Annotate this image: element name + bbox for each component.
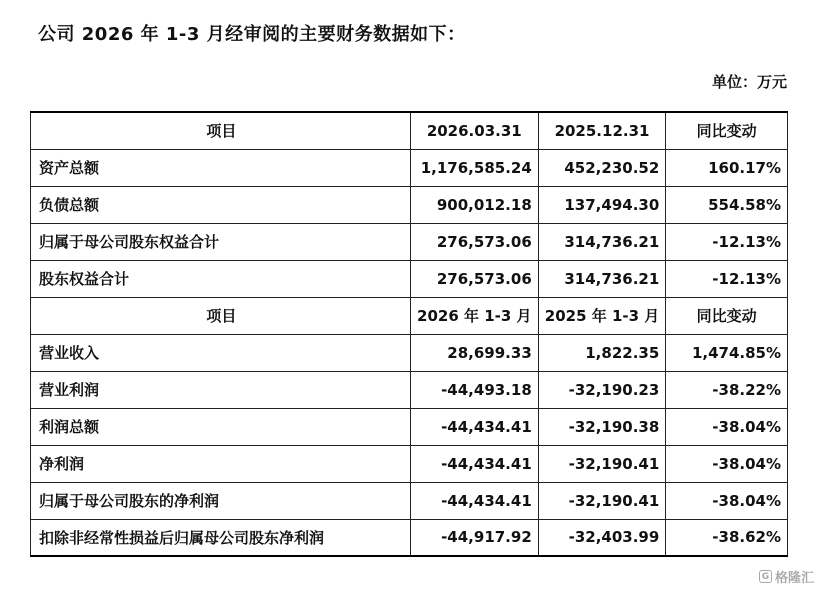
header-cell: 2025.12.31 <box>538 112 666 149</box>
row-label: 扣除非经常性损益后归属母公司股东净利润 <box>31 519 411 556</box>
header-cell: 项目 <box>31 297 411 334</box>
value-cell: 1,176,585.24 <box>410 149 538 186</box>
change-cell: -12.13% <box>666 260 788 297</box>
table-row <box>31 371 788 408</box>
row-label: 营业利润 <box>31 371 411 408</box>
change-cell: 160.17% <box>666 149 788 186</box>
value-cell: -44,493.18 <box>410 371 538 408</box>
table-row <box>31 149 788 186</box>
value-cell: 452,230.52 <box>538 149 666 186</box>
value-cell: 314,736.21 <box>538 223 666 260</box>
value-cell: 314,736.21 <box>538 260 666 297</box>
value-cell: 276,573.06 <box>410 260 538 297</box>
change-cell: -12.13% <box>666 223 788 260</box>
value-cell: -32,403.99 <box>538 519 666 556</box>
row-label: 负债总额 <box>31 186 411 223</box>
row-label: 营业收入 <box>31 334 411 371</box>
change-cell: -38.22% <box>666 371 788 408</box>
value-cell: -44,434.41 <box>410 445 538 482</box>
value-cell: -44,434.41 <box>410 482 538 519</box>
table-row <box>31 408 788 445</box>
row-label: 归属于母公司股东权益合计 <box>31 223 411 260</box>
value-cell: 276,573.06 <box>410 223 538 260</box>
change-cell: 1,474.85% <box>666 334 788 371</box>
row-label: 资产总额 <box>31 149 411 186</box>
header-cell: 2026 年 1-3 月 <box>410 297 538 334</box>
row-label: 利润总额 <box>31 408 411 445</box>
value-cell: -32,190.23 <box>538 371 666 408</box>
value-cell: -44,434.41 <box>410 408 538 445</box>
watermark-text: 格隆汇 <box>774 571 814 586</box>
table-row <box>31 519 788 556</box>
value-cell: -32,190.41 <box>538 482 666 519</box>
header-cell: 2026.03.31 <box>410 112 538 149</box>
change-cell: -38.04% <box>666 445 788 482</box>
table-row <box>31 334 788 371</box>
value-cell: 900,012.18 <box>410 186 538 223</box>
header-cell: 同比变动 <box>666 112 788 149</box>
table-row <box>31 445 788 482</box>
header-cell: 项目 <box>31 112 411 149</box>
value-cell: 1,822.35 <box>538 334 666 371</box>
financial-data-table <box>30 111 788 557</box>
page-heading: 公司 2026 年 1-3 月经审阅的主要财务数据如下： <box>38 24 466 45</box>
balance-header-row <box>31 112 788 149</box>
row-label: 净利润 <box>31 445 411 482</box>
change-cell: -38.62% <box>666 519 788 556</box>
value-cell: -44,917.92 <box>410 519 538 556</box>
unit-label: 单位：万元 <box>711 73 787 91</box>
table-row <box>31 482 788 519</box>
watermark-logo-icon: G <box>759 570 772 583</box>
header-cell: 2025 年 1-3 月 <box>538 297 666 334</box>
change-cell: 554.58% <box>666 186 788 223</box>
income-header-row <box>31 297 788 334</box>
table-row <box>31 186 788 223</box>
watermark <box>759 567 814 586</box>
value-cell: 28,699.33 <box>410 334 538 371</box>
table-row <box>31 260 788 297</box>
change-cell: -38.04% <box>666 482 788 519</box>
value-cell: -32,190.41 <box>538 445 666 482</box>
header-cell: 同比变动 <box>666 297 788 334</box>
row-label: 股东权益合计 <box>31 260 411 297</box>
table-row <box>31 223 788 260</box>
value-cell: -32,190.38 <box>538 408 666 445</box>
value-cell: 137,494.30 <box>538 186 666 223</box>
change-cell: -38.04% <box>666 408 788 445</box>
row-label: 归属于母公司股东的净利润 <box>31 482 411 519</box>
